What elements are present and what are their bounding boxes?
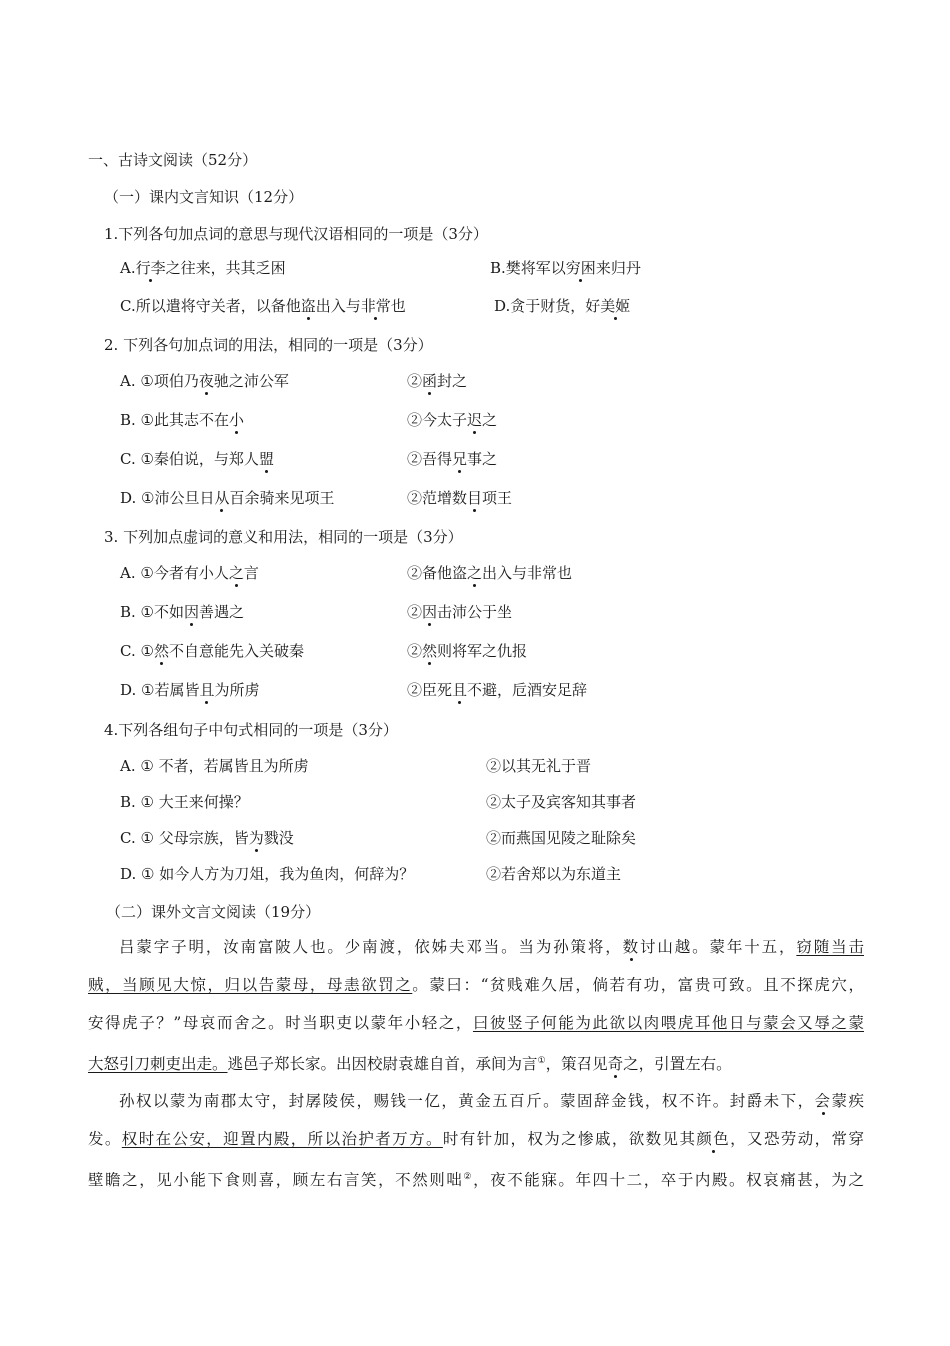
q2-c-dotted-left: 盟 xyxy=(258,450,274,468)
p1-underlined-1: 窃随当击 xyxy=(796,938,864,956)
q2-a-l1: A. ①项伯乃 xyxy=(120,372,199,390)
p2-l3b: ，夜不能寐。年四十二，卒于内殿。权哀痛甚，为之 xyxy=(473,1171,864,1190)
q1-b-rest: 来归丹 xyxy=(595,259,641,277)
q4-d-l1: D. ① 如今人方为刀俎，我为鱼肉，何辞为？ xyxy=(120,865,415,883)
q3-c-r1: ② xyxy=(407,642,423,660)
q2-b-dotted-left: 小 xyxy=(229,411,245,429)
q3-b-dotted-left: 因 xyxy=(184,603,200,621)
passage-line xyxy=(88,1004,864,1042)
q2-b-r3: 之 xyxy=(482,411,498,429)
q2-option-b-right xyxy=(407,410,497,430)
p2-l2a: 发。 xyxy=(88,1130,122,1148)
q4-option-c-left[interactable] xyxy=(120,828,294,848)
q2-d-r3: 项王 xyxy=(482,489,513,507)
q3-a-r1: ②备他盗 xyxy=(407,564,468,582)
p2-l3a: 壁瞻之，见小能下食则喜，顾左右言笑，不然则咄 xyxy=(88,1171,464,1190)
q2-c-r1: ②吾得 xyxy=(407,450,453,468)
q2-option-a-right xyxy=(407,371,467,391)
q3-c-r3: 则将军之仇报 xyxy=(437,642,528,660)
p1-l1b: 讨山越。蒙年十五， xyxy=(640,938,797,956)
q4-option-b-right: ②太子及宾客知其事者 xyxy=(486,793,637,811)
q4-c-dotted-word: 为 xyxy=(248,829,264,847)
q1-d-pre: D.贪于财货，好 xyxy=(494,297,601,315)
q3-option-b-right xyxy=(407,602,512,622)
q3-b-l3: 善遇之 xyxy=(199,603,245,621)
q1-a-label: A. xyxy=(120,259,136,277)
passage-line xyxy=(88,1120,864,1158)
q3-d-dotted-left: 且 xyxy=(199,681,215,699)
q3-option-b-left[interactable] xyxy=(120,602,244,622)
passage-paragraph-1 xyxy=(88,928,864,1083)
q1-c-dotted-word-1: 盗 xyxy=(300,297,316,315)
q4-option-c-right: ②而燕国见陵之耻除矣 xyxy=(486,829,637,847)
q2-option-d-left[interactable] xyxy=(120,488,335,508)
p1-underlined-4: 大怒引刀刺吏出走。 xyxy=(88,1055,228,1074)
q1-option-c[interactable] xyxy=(120,296,406,316)
q1-c-pre: C.所以遣将守关者，以备他 xyxy=(120,297,301,315)
q3-b-dotted-right: 因 xyxy=(422,603,438,621)
q2-c-r3: 事之 xyxy=(467,450,498,468)
p2-l1a: 孙权以蒙为南郡太守，封孱陵侯，赐钱一亿，黄金五百斤。蒙固辞金钱，权不许。封爵未下， xyxy=(119,1092,815,1110)
q3-d-l1: D. ①若属皆 xyxy=(120,681,200,699)
q3-a-l3: 言 xyxy=(243,564,259,582)
q2-a-r1: ② xyxy=(407,372,423,390)
q2-b-l1: B. ①此其志不在 xyxy=(120,411,230,429)
part1-title: （一）课内文言知识（12分） xyxy=(104,188,304,206)
passage-paragraph-2 xyxy=(88,1082,864,1199)
q2-d-l1: D. ①沛公旦日 xyxy=(120,489,215,507)
q1-b-dotted-word: 穷困 xyxy=(565,259,596,277)
passage-line xyxy=(88,928,864,966)
q4-option-a-left[interactable] xyxy=(120,756,309,776)
q1-option-b[interactable] xyxy=(490,258,641,278)
q1-a-rest: 之往来，共其乏困 xyxy=(165,259,286,277)
q2-c-l1: C. ①秦伯说，与郑人 xyxy=(120,450,259,468)
footnote-marker-1: ① xyxy=(537,1056,546,1066)
q1-c-dotted-word-2: 非常 xyxy=(360,297,391,315)
q3-option-a-left[interactable] xyxy=(120,563,259,583)
q3-c-l1: C. ① xyxy=(120,642,154,660)
p2-l1b: 蒙疾 xyxy=(831,1092,864,1110)
part2-title: （二）课外文言文阅读（19分） xyxy=(106,903,321,921)
q1-a-dotted-word: 行李 xyxy=(135,259,166,277)
q1-option-a[interactable] xyxy=(120,258,286,278)
q2-option-a-left[interactable] xyxy=(120,371,289,391)
p2-underlined-1: 权时在公安，迎置内殿，所以治护者万方。 xyxy=(121,1130,443,1148)
section-title: 一、古诗文阅读（52分） xyxy=(88,151,258,169)
q2-a-dotted-left: 夜 xyxy=(198,372,214,390)
q4-stem: 4.下列各组句子中句式相同的一项是（3分） xyxy=(104,721,398,739)
q2-stem: 2. 下列各句加点词的用法，相同的一项是（3分） xyxy=(104,336,433,354)
q3-option-d-left[interactable] xyxy=(120,680,260,700)
q3-d-dotted-right: 且 xyxy=(452,681,468,699)
q4-c-l3: 戮没 xyxy=(263,829,294,847)
q1-option-d[interactable] xyxy=(494,296,630,316)
p2-dotted-word-2: 颜色 xyxy=(696,1130,731,1148)
q2-option-d-right xyxy=(407,488,512,508)
passage-line xyxy=(88,1042,864,1083)
q3-a-dotted-right: 之 xyxy=(467,564,483,582)
q1-c-end: 也 xyxy=(390,297,406,315)
q4-option-a-right: ②以其无礼于晋 xyxy=(486,757,592,775)
q2-d-l3: 百余骑来见项王 xyxy=(229,489,335,507)
passage-line xyxy=(88,966,864,1004)
q2-a-dotted-right: 函 xyxy=(422,372,438,390)
q4-c-l1: C. ① 父母宗族，皆 xyxy=(120,829,249,847)
q1-b-pre: B.樊将军以 xyxy=(490,259,566,277)
q4-option-d-left[interactable] xyxy=(120,864,414,884)
q3-a-r3: 出入与非常也 xyxy=(482,564,573,582)
q2-d-dotted-right: 目 xyxy=(467,489,483,507)
footnote-marker-2: ② xyxy=(463,1172,474,1182)
q4-option-d-right: ②若舍郑以为东道主 xyxy=(486,865,622,883)
q2-option-c-left[interactable] xyxy=(120,449,274,469)
q2-a-l3: 驰之沛公军 xyxy=(213,372,289,390)
q3-c-dotted-right: 然 xyxy=(422,642,438,660)
p2-l2c: ，又恐劳动，常穿 xyxy=(730,1130,864,1148)
q1-c-mid: 出入与 xyxy=(315,297,361,315)
p1-underlined-3: 曰彼竖子何能为此欲以肉喂虎耳他日与蒙会又辱之蒙 xyxy=(472,1014,864,1032)
q2-a-r3: 封之 xyxy=(437,372,468,390)
p1-l3a: 安得虎子？”母哀而舍之。时当职吏以蒙年小轻之， xyxy=(88,1014,473,1032)
q3-d-r1: ②臣死 xyxy=(407,681,453,699)
q3-option-d-right xyxy=(407,680,587,700)
q3-b-r3: 击沛公于坐 xyxy=(437,603,513,621)
q4-option-b-left[interactable] xyxy=(120,792,249,812)
q2-c-dotted-right: 兄 xyxy=(452,450,468,468)
q3-option-c-right xyxy=(407,641,527,661)
p1-l4a: 逃邑子郑长家。出因校尉袁雄自首，承间为言 xyxy=(227,1055,538,1074)
q3-d-r3: 不避，卮酒安足辞 xyxy=(467,681,588,699)
q2-d-r1: ②范增数 xyxy=(407,489,468,507)
q3-d-l3: 为所虏 xyxy=(214,681,260,699)
q3-option-c-left[interactable] xyxy=(120,641,304,661)
p1-l4b: ，策召见 xyxy=(545,1055,608,1074)
q3-c-l3: 不自意能先入关破秦 xyxy=(168,642,304,660)
p1-dotted-word-1: 数 xyxy=(622,938,641,956)
q1-d-dotted-word: 美姬 xyxy=(600,297,631,315)
p1-l4c: 之，引置左右。 xyxy=(623,1055,732,1074)
q3-b-l1: B. ①不如 xyxy=(120,603,185,621)
q2-b-dotted-right: 迟 xyxy=(467,411,483,429)
q3-b-r1: ② xyxy=(407,603,423,621)
q3-stem: 3. 下列加点虚词的意义和用法，相同的一项是（3分） xyxy=(104,528,463,546)
p2-dotted-word-1: 会 xyxy=(814,1092,832,1110)
q2-b-r1: ②今太子 xyxy=(407,411,468,429)
p1-dotted-word-2: 奇 xyxy=(607,1055,624,1074)
passage-line xyxy=(88,1082,864,1120)
q3-a-l1: A. ①今者有小人 xyxy=(120,564,229,582)
passage-line xyxy=(88,1158,864,1199)
q1-stem: 1.下列各句加点词的意思与现代汉语相同的一项是（3分） xyxy=(104,225,488,243)
q3-a-dotted-left: 之 xyxy=(228,564,244,582)
q2-option-b-left[interactable] xyxy=(120,410,244,430)
q2-d-dotted-left: 从 xyxy=(214,489,230,507)
p1-l1a: 吕蒙字子明，汝南富陂人也。少南渡，依姊夫邓当。当为孙策将， xyxy=(119,938,623,956)
q2-option-c-right xyxy=(407,449,497,469)
q3-c-dotted-left: 然 xyxy=(153,642,169,660)
q4-a-l1: A. ① 不者，若属皆且为所虏 xyxy=(120,757,309,775)
p1-underlined-2: 贼，当顾见大惊，归以告蒙母，母恚欲罚之 xyxy=(88,976,413,994)
p1-l2b: 。蒙曰：“贫贱难久居，倘若有功，富贵可致。且不探虎穴， xyxy=(412,976,864,994)
p2-l2b: 时有针加，权为之惨戚，欲数见其 xyxy=(442,1130,697,1148)
q4-b-l1: B. ① 大王来何操？ xyxy=(120,793,249,811)
q3-option-a-right xyxy=(407,563,572,583)
